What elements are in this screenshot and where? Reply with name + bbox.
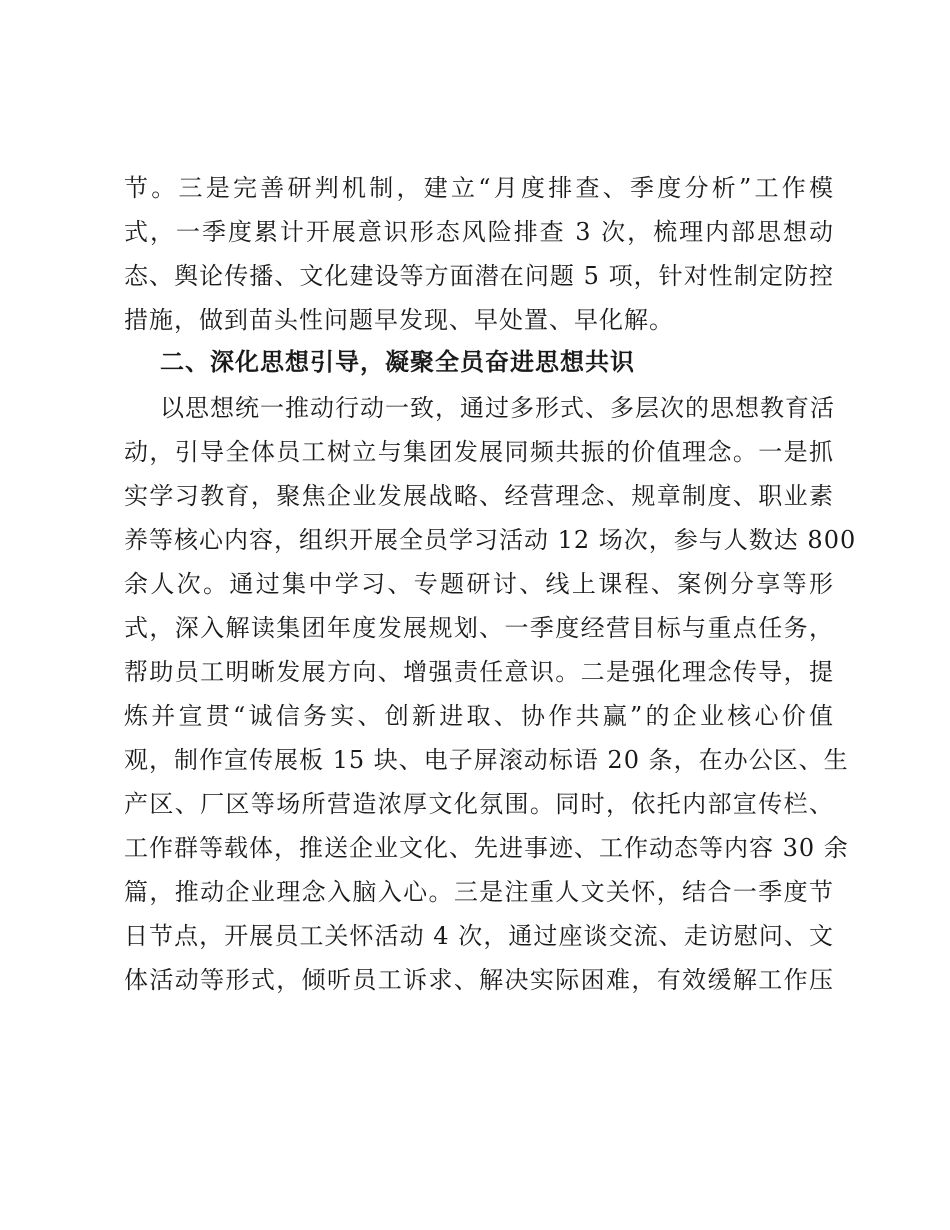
section-heading: 二、深化思想引导，凝聚全员奋进思想共识 <box>160 348 635 376</box>
paragraph-line: 式，深入解读集团年度发展规划、一季度经营目标与重点任务， <box>124 614 834 642</box>
paragraph-line: 炼并宣贯“诚信务实、创新进取、协作共赢”的企业核心价值 <box>124 702 834 730</box>
paragraph-line: 态、舆论传播、文化建设等方面潜在问题 5 项，针对性制定防控 <box>124 262 834 290</box>
paragraph-line: 节。三是完善研判机制，建立“月度排查、季度分析”工作模 <box>124 174 834 202</box>
paragraph-line: 式，一季度累计开展意识形态风险排查 3 次，梳理内部思想动 <box>124 218 834 246</box>
paragraph-line: 观，制作宣传展板 15 块、电子屏滚动标语 20 条，在办公区、生 <box>124 746 849 774</box>
paragraph-line: 余人次。通过集中学习、专题研讨、线上课程、案例分享等形 <box>124 570 834 598</box>
paragraph-line: 以思想统一推动行动一致，通过多形式、多层次的思想教育活 <box>160 394 835 422</box>
paragraph-line: 养等核心内容，组织开展全员学习活动 12 场次，参与人数达 800 <box>124 526 857 554</box>
paragraph-line: 日节点，开展员工关怀活动 4 次，通过座谈交流、走访慰问、文 <box>124 922 834 950</box>
paragraph-line: 产区、厂区等场所营造浓厚文化氛围。同时，依托内部宣传栏、 <box>124 790 834 818</box>
paragraph-line: 篇，推动企业理念入脑入心。三是注重人文关怀，结合一季度节 <box>124 878 834 906</box>
paragraph-line: 工作群等载体，推送企业文化、先进事迹、工作动态等内容 30 余 <box>124 834 849 862</box>
paragraph-line: 实学习教育，聚焦企业发展战略、经营理念、规章制度、职业素 <box>124 482 834 510</box>
paragraph-line: 动，引导全体员工树立与集团发展同频共振的价值理念。一是抓 <box>124 438 834 466</box>
paragraph-line: 措施，做到苗头性问题早发现、早处置、早化解。 <box>124 306 674 334</box>
paragraph-line: 帮助员工明晰发展方向、增强责任意识。二是强化理念传导，提 <box>124 658 834 686</box>
paragraph-line: 体活动等形式，倾听员工诉求、解决实际困难，有效缓解工作压 <box>124 966 834 994</box>
